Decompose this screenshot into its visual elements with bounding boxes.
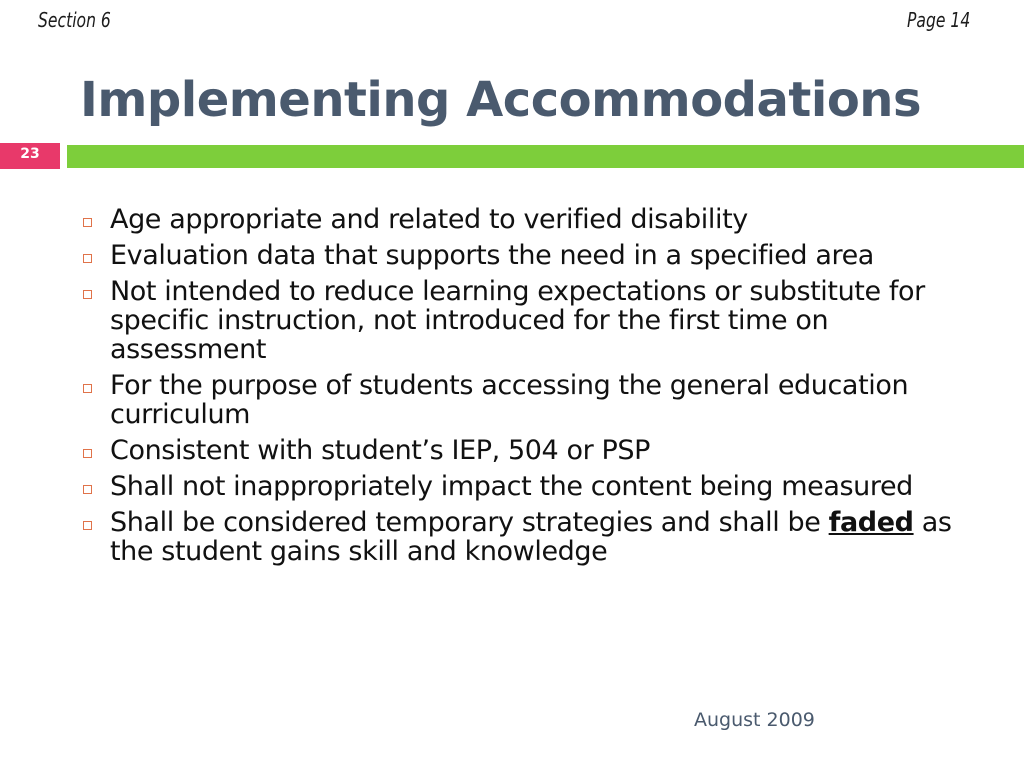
list-item xyxy=(80,508,980,566)
emphasis-word: faded xyxy=(828,507,914,538)
slide-number-badge: 23 xyxy=(0,143,60,169)
bullet-text: For the purpose of students accessing the general education curriculum xyxy=(110,370,909,430)
section-label: Section 6 xyxy=(38,8,111,32)
square-bullet-icon xyxy=(83,218,92,227)
square-bullet-icon xyxy=(83,485,92,494)
bullet-text: Not intended to reduce learning expectations or substitute for specific instruction, not introduced for the first time on assessment xyxy=(110,276,925,365)
accent-divider-bar xyxy=(67,145,1024,168)
footer-date: August 2009 xyxy=(694,709,815,731)
list-item xyxy=(80,205,980,234)
list-item xyxy=(80,241,980,270)
bullet-text: Evaluation data that supports the need in a specified area xyxy=(110,240,874,271)
bullet-text: Consistent with student’s IEP, 504 or PSP xyxy=(110,435,651,466)
square-bullet-icon xyxy=(83,449,92,458)
page-label: Page 14 xyxy=(907,8,971,32)
bullet-text: Age appropriate and related to verified disability xyxy=(110,204,748,235)
bullet-list xyxy=(80,205,980,573)
list-item xyxy=(80,436,980,465)
square-bullet-icon xyxy=(83,384,92,393)
list-item xyxy=(80,277,980,364)
bullet-text-before: Shall be considered temporary strategies and shall be xyxy=(110,507,821,538)
square-bullet-icon xyxy=(83,254,92,263)
bullet-text-after: as the student gains skill and knowledge xyxy=(110,507,952,567)
list-item xyxy=(80,472,980,501)
slide-title: Implementing Accommodations xyxy=(80,72,922,128)
bullet-text: Shall not inappropriately impact the content being measured xyxy=(110,471,913,502)
square-bullet-icon xyxy=(83,521,92,530)
list-item xyxy=(80,371,980,429)
square-bullet-icon xyxy=(83,290,92,299)
